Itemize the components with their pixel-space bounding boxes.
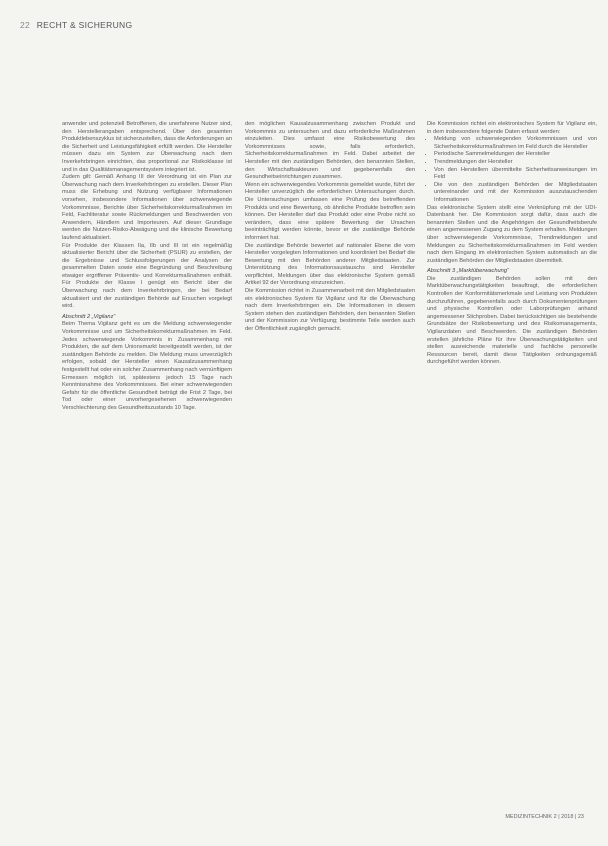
section-heading: Abschnitt 3 „Marktüberwachung“	[427, 268, 509, 275]
paragraph: Wenn ein schwerwiegendes Vorkommnis gemeldet wurde, führt der Hersteller unverzüglich die erforderlichen Untersuchungen durch. Die Untersuchungen umfassen eine Prüfung des betreffenden Produkts und eine Bewertung, ob ähnliche Produkte betroffen sein können. Der Hersteller darf das Produkt oder eine Probe nicht so verändern, dass eine spätere Bewertung der Ursachen beeinträchtigt werden könnte, bevor er die zuständige Behörde informiert hat.	[245, 181, 415, 241]
column-3	[427, 121, 597, 367]
bullet-list	[427, 136, 597, 204]
section-heading: Abschnitt 2 „Vigilanz“	[62, 313, 116, 320]
column-2	[245, 121, 415, 334]
paragraph: Die zuständigen Behörden sollen mit den Marktüberwachungstätigkeiten beauftragt, die erforderlichen Kontrollen der Konformitätsmerkmale und Leistung von Produkten durchzuführen, gegebenenfalls auch durch Dokumentenprüfungen und physische Kontrollen oder Laborprüfungen anhand angemessener Stichproben. Dabei berücksichtigen sie bestehende Grundsätze der Risikobewertung und des Risikomanagements, Vigilanzdaten und Beschwerden. Die zuständigen Behörden erstellen jährliche Pläne für ihre Überwachungstätigkeiten und stellen ausreichende materielle und fachliche personelle Ressourcen bereit, damit diese Tätigkeiten ordnungsgemäß durchgeführt werden können.	[427, 275, 597, 366]
paragraph: Die zuständige Behörde bewertet auf nationaler Ebene die vom Hersteller vorgelegten Informationen und koordiniert bei Bedarf die Bewertung mit den Behörden anderer Mitgliedstaaten. Zur Unterstützung des Informationsaustauschs sind Hersteller verpflichtet, Meldungen über das elektronische System gemäß Artikel 92 der Verordnung einzureichen.	[245, 242, 415, 287]
paragraph: Für Produkte der Klassen IIa, IIb und III ist ein regelmäßig aktualisierter Bericht über die Sicherheit (PSUR) zu erstellen, der die Ergebnisse und Schlussfolgerungen der Analysen der gesammelten Daten sowie eine Begründung und Beschreibung etwaiger ergriffener Präventiv- und Korrekturmaßnahmen enthält. Für Produkte der Klasse I genügt ein Bericht über die Überwachung nach dem Inverkehrbringen, der bei Bedarf aktualisiert und der zuständigen Behörde auf Ersuchen vorgelegt wird.	[62, 242, 232, 310]
paragraph: Zudem gilt: Gemäß Anhang III der Verordnung ist ein Plan zur Überwachung nach dem Inverkehrbringen zu erstellen. Dieser Plan muss die Erhebung und Nutzung verfügbarer Informationen vorsehen, insbesondere Informationen über schwerwiegende Vorkommnisse, Berichte über Sicherheitskorrekturmaßnahmen im Feld, Fachliteratur sowie Rückmeldungen und Beschwerden von Anwendern, Händlern und Importeuren. Auf dieser Grundlage werden die Nutzen-Risiko-Abwägung und die klinische Bewertung laufend aktualisiert.	[62, 174, 232, 241]
list-item: • Die von den zuständigen Behörden der Mitgliedstaaten untereinander und mit der Kommission auszutauschenden Informationen	[434, 182, 597, 205]
paragraph: Die Kommission richtet in Zusammenarbeit mit den Mitgliedstaaten ein elektronisches System für Vigilanz und für die Überwachung nach dem Inverkehrbringen ein. Die Informationen in diesem System stehen den zuständigen Behörden, den benannten Stellen und der Kommission zur Verfügung; bestimmte Teile werden auch der Öffentlichkeit zugänglich gemacht.	[245, 288, 415, 333]
list-item: • Periodische Sammelmeldungen der Hersteller	[434, 151, 597, 159]
section-title: RECHT & SICHERUNG	[36, 20, 133, 30]
list-item: • Von den Herstellern übermittelte Sicherheitsanweisungen im Feld	[434, 167, 597, 182]
list-item: • Trendmeldungen der Hersteller	[434, 159, 597, 167]
paragraph: den möglichen Kausalzusammenhang zwischen Produkt und Vorkommnis zu untersuchen und dazu erforderliche Maßnahmen einzuleiten. Dies umfasst eine Risikobewertung des Vorkommnisses sowie, falls erforderlich, Sicherheitskorrekturmaßnahmen im Feld. Dabei arbeitet der Hersteller mit den zuständigen Behörden, den benannten Stellen, den Wirtschaftsakteuren und gegebenenfalls den Gesundheitseinrichtungen zusammen.	[245, 121, 415, 181]
paragraph: anwender und potenziell Betroffenen, die unerfahrene Nutzer sind, den Herstellerangaben entsprechend. Über den gesamten Produktlebenszyklus ist sicherzustellen, dass die Anforderungen an die Sicherheit und Leistungsfähigkeit erfüllt werden. Die Hersteller müssen dazu ein System zur Überwachung nach dem Inverkehrbringen einrichten, das proportional zur Risikoklasse ist und in das Qualitätsmanagementsystem integriert ist.	[62, 121, 232, 173]
list-item: • Meldung von schwerwiegenden Vorkommnissen und von Sicherheitskorrekturmaßnahmen im Feld durch die Hersteller	[434, 136, 597, 151]
page-footer: MEDIZINTECHNIK 2 | 2018 | 23	[505, 814, 584, 820]
paragraph: Beim Thema Vigilanz geht es um die Meldung schwerwiegender Vorkommnisse und um Sicherheitskorrekturmaßnahmen im Feld. Jedes schwerwiegende Vorkommnis in Zusammenhang mit Produkten, die auf dem Unionsmarkt bereitgestellt werden, ist der zuständigen Behörde zu melden. Die Meldung muss unverzüglich erfolgen, sobald der Hersteller einen Kausalzusammenhang festgestellt hat oder ein solcher Zusammenhang nach vernünftigem Ermessen möglich ist, spätestens jedoch 15 Tage nach Kenntnisnahme des Vorkommnisses. Bei einer schwerwiegenden Gefahr für die öffentliche Gesundheit beträgt die Frist 2 Tage, bei Tod oder einer unvorhergesehenen schwerwiegenden Verschlechterung des Gesundheitszustands 10 Tage.	[62, 321, 232, 411]
page-number: 22	[20, 20, 31, 30]
paragraph: Die Kommission richtet ein elektronisches System für Vigilanz ein, in dem insbesondere folgende Daten erfasst werden:	[427, 121, 597, 135]
page-header	[20, 20, 132, 30]
column-1	[62, 121, 232, 413]
paragraph: Das elektronische System stellt eine Verknüpfung mit der UDI-Datenbank her. Die Kommission sorgt dafür, dass auch die benannten Stellen und die Angehörigen der Gesundheitsberufe einen angemessenen Zugang zu dem System erhalten. Meldungen über schwerwiegende Vorkommnisse, Trendmeldungen und Meldungen zu Sicherheitskorrekturmaßnahmen im Feld werden nach dem Eingang im elektronischen System automatisch an die zuständigen Behörden der Mitgliedstaaten übermittelt.	[427, 204, 597, 264]
